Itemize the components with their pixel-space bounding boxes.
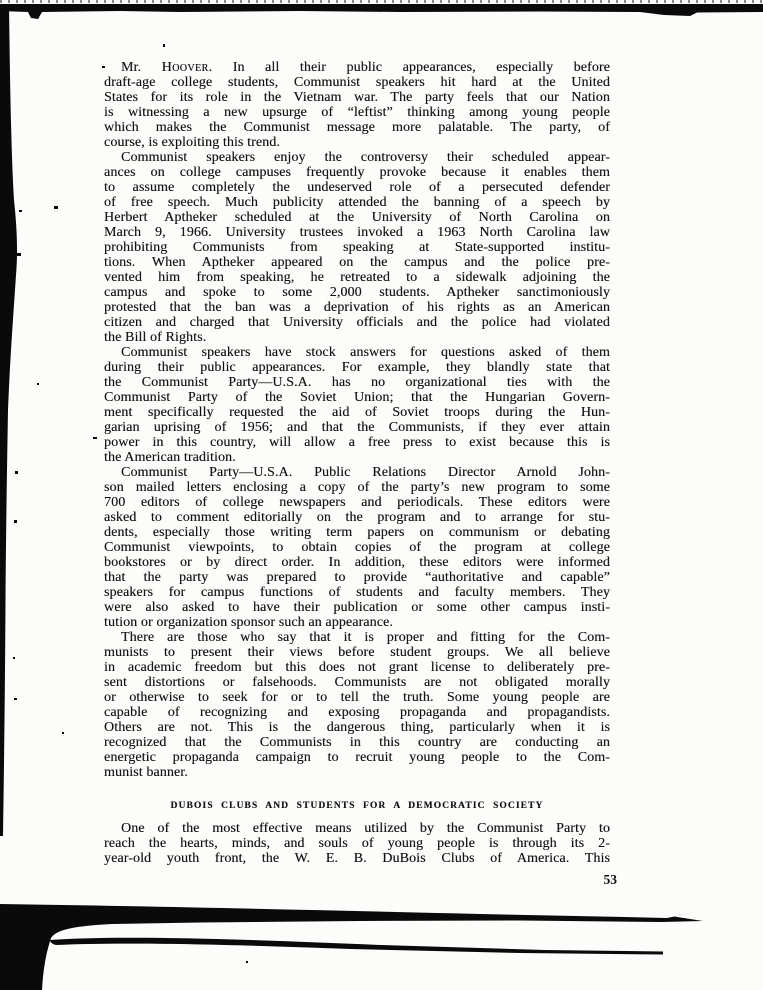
page-number: 53 <box>603 872 617 887</box>
text-line: energetic propaganda campaign to recruit young people to the Com- <box>104 750 610 765</box>
section-heading: DUBOIS CLUBS AND STUDENTS FOR A DEMOCRATIC SOCIETY <box>170 801 544 811</box>
scan-artifact-bottom-curve-2 <box>50 938 663 955</box>
text-line: the Bill of Rights. <box>104 330 207 345</box>
text-line: draft-age college students, Communist speakers hit hard at the United <box>104 75 610 90</box>
text-line: to assume completely the undeserved role of a persecuted defender <box>104 180 610 195</box>
text-line: munists to present their views before student groups. We all believe <box>104 645 610 660</box>
text-line: power in this country, will allow a free press to exist because this is <box>104 435 610 450</box>
text-line: ances on college campuses frequently provoke because it enables them <box>104 165 610 180</box>
text-line: There are those who say that it is proper and fitting for the Com- <box>121 630 610 645</box>
text-line: recognized that the Communists in this country are conducting an <box>104 735 610 750</box>
text-line: Herbert Aptheker scheduled at the University of North Carolina on <box>104 210 610 225</box>
text-line: during their public appearances. For example, they blandly state that <box>104 360 610 375</box>
text-line: Communist Party—U.S.A. Public Relations Director Arnold John- <box>121 465 610 480</box>
text-line: Communist speakers have stock answers for questions asked of them <box>121 345 610 360</box>
text-line: the American tradition. <box>104 450 236 465</box>
text-line: of free speech. Much publicity attended the banning of a speech by <box>104 195 610 210</box>
text-line: Communist Party of the Soviet Union; that the Hungarian Govern- <box>104 390 610 405</box>
text-line: March 9, 1966. University trustees invoked a 1963 North Carolina law <box>104 225 610 240</box>
text-line: garian uprising of 1956; and that the Communists, if they ever attain <box>104 420 610 435</box>
text-line: or otherwise to seek for or to tell the truth. Some young people are <box>104 690 610 705</box>
text-line: speakers for campus functions of students and faculty members. They <box>104 585 610 600</box>
scan-noise-strip <box>0 0 763 3</box>
text-line: reach the hearts, minds, and souls of young people is through its 2- <box>104 836 610 851</box>
text-line: sent distortions or falsehoods. Communists are not obligated morally <box>104 675 610 690</box>
text-line: One of the most effective means utilized by the Communist Party to <box>121 821 610 836</box>
page-text <box>104 60 610 866</box>
text-line: Mr. Hoover. In all their public appearances, especially before <box>121 60 610 75</box>
text-line: prohibiting Communists from speaking at State-supported institu- <box>104 240 610 255</box>
text-line: tions. When Aptheker appeared on the campus and the police pre- <box>104 255 610 270</box>
text-line: dents, especially those writing term papers on communism or debating <box>104 525 610 540</box>
text-line: that the party was prepared to provide “authoritative and capable” <box>104 570 610 585</box>
text-line: asked to comment editorially on the program and to arrange for stu- <box>104 510 610 525</box>
text-line: which makes the Communist message more palatable. The party, of <box>104 120 610 135</box>
text-line: capable of recognizing and exposing propaganda and propagandists. <box>104 705 610 720</box>
speaker-name: Hoover <box>161 60 209 75</box>
text-line: protested that the ban was a deprivation of his rights as an American <box>104 300 610 315</box>
text-line: course, is exploiting this trend. <box>104 135 280 150</box>
text-line: vented him from speaking, he retreated to a sidewalk adjoining the <box>104 270 610 285</box>
text-line: year-old youth front, the W. E. B. DuBois Clubs of America. This <box>104 851 610 866</box>
text-line: is witnessing a new upsurge of “leftist” thinking among young people <box>104 105 610 120</box>
text-line: tution or organization sponsor such an appearance. <box>104 615 393 630</box>
text-line: Communist viewpoints, to obtain copies of the program at college <box>104 540 610 555</box>
text-line: Communist speakers enjoy the controversy their scheduled appear- <box>121 150 610 165</box>
scan-artifact-left-edge <box>0 4 17 836</box>
text-line: son mailed letters enclosing a copy of the party’s new program to some <box>104 480 610 495</box>
text-line: were also asked to have their publication or some other campus insti- <box>104 600 610 615</box>
scan-artifact-bottom-curve <box>0 904 703 990</box>
text-line: States for its role in the Vietnam war. The party feels that our Nation <box>104 90 610 105</box>
text-line: munist banner. <box>104 765 188 780</box>
text-line: ment specifically requested the aid of Soviet troops during the Hun- <box>104 405 610 420</box>
text-line: Others are not. This is the dangerous thing, particularly when it is <box>104 720 610 735</box>
text-line: the Communist Party—U.S.A. has no organizational ties with the <box>104 375 610 390</box>
text-line: campus and spoke to some 2,000 students. Aptheker sanctimoniously <box>104 285 610 300</box>
text-line: bookstores or by direct order. In addition, these editors were informed <box>104 555 610 570</box>
text-line: in academic freedom but this does not grant license to deliberately pre- <box>104 660 610 675</box>
text-line: 700 editors of college newspapers and periodicals. These editors were <box>104 495 610 510</box>
scan-artifact-top-bar <box>0 4 763 19</box>
text-line: citizen and charged that University officials and the police had violated <box>104 315 610 330</box>
